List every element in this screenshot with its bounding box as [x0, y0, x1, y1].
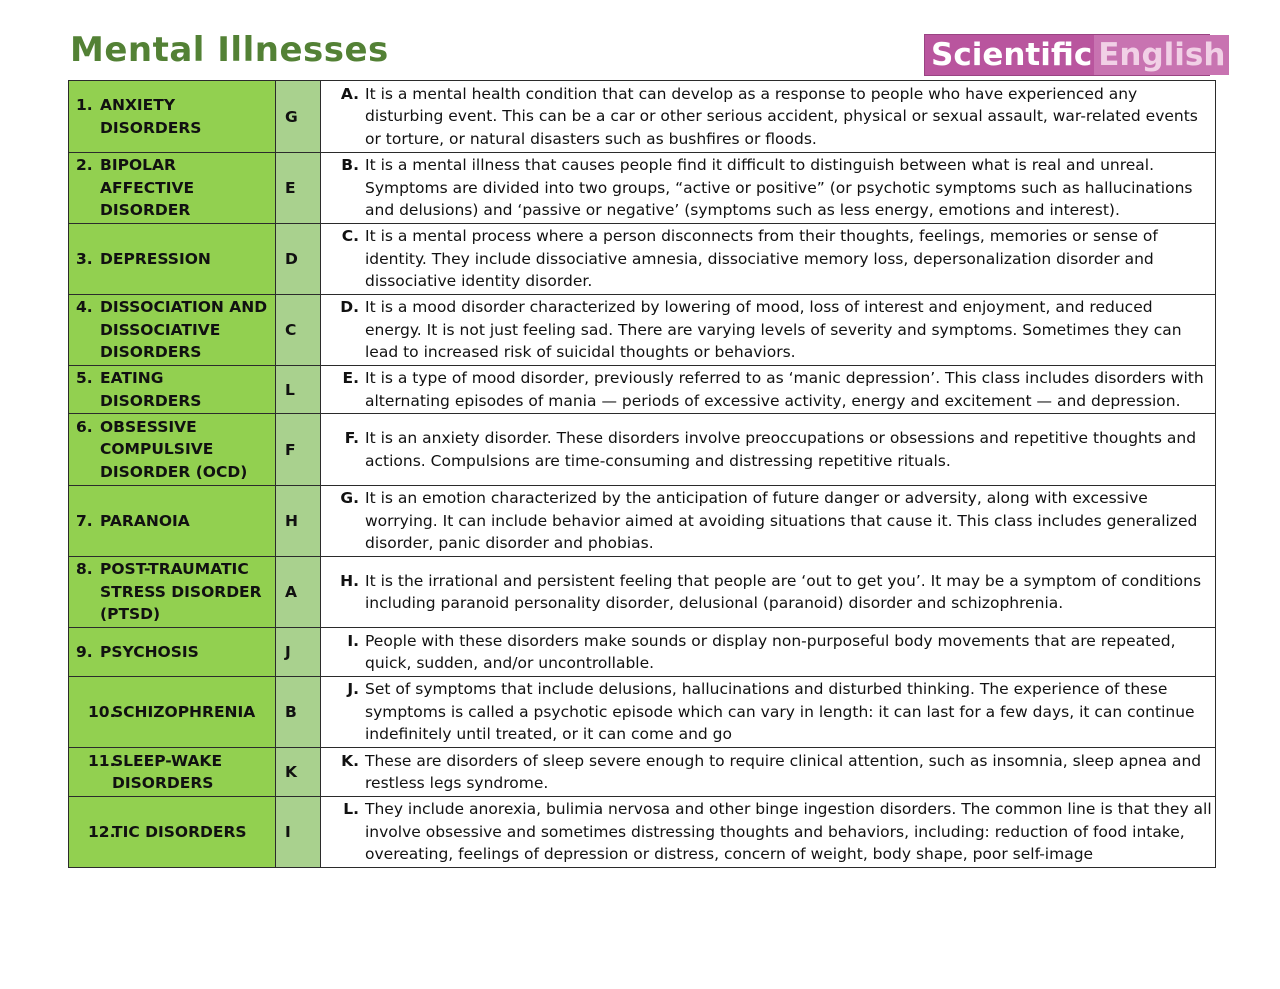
table-row [69, 677, 1216, 748]
term-cell [69, 366, 276, 414]
term-label: BIPOLAR AFFECTIVE DISORDER [100, 156, 195, 220]
term-number: 7. [76, 511, 93, 530]
definition-letter: B. [341, 156, 359, 175]
definition-letter: A. [340, 84, 359, 103]
answer-letter: B [285, 703, 297, 721]
term-number: 2. [76, 156, 93, 175]
definition-cell [321, 557, 1216, 628]
term-number: 4. [76, 298, 93, 317]
table-row [69, 153, 1216, 224]
answer-letter: C [285, 321, 297, 339]
definition-text: Set of symptoms that include delusions, hallucinations and disturbed thinking. The experience of these symptoms is called a psychotic episode which can vary in length: it can last for a few days, it can continue indefinitely until treated, or it can come and go [365, 680, 1195, 744]
term-label: PSYCHOSIS [100, 642, 199, 661]
definition-cell [321, 153, 1216, 224]
term-label: DISSOCIATION AND DISSOCIATIVE DISORDERS [100, 298, 268, 362]
definition-cell [321, 628, 1216, 677]
answer-letter: L [285, 380, 295, 399]
table-row [69, 414, 1216, 486]
term-cell [69, 295, 276, 366]
term-number: 5. [76, 369, 93, 387]
answer-cell[interactable] [276, 797, 321, 868]
definition-cell [321, 366, 1216, 414]
term-number: 6. [76, 417, 93, 436]
definition-text: People with these disorders make sounds or display non-purposeful body movements that are repeated, quick, sudden, and/or uncontrollable. [365, 631, 1176, 672]
answer-letter: E [285, 179, 296, 197]
definition-letter: I. [347, 631, 359, 650]
answer-letter: H [285, 512, 298, 530]
term-number: 9. [76, 642, 93, 661]
term-label: EATING DISORDERS [100, 369, 202, 410]
term-cell [69, 414, 276, 486]
answer-cell[interactable] [276, 366, 321, 414]
term-number: 3. [76, 249, 93, 268]
definition-text: It is a mental illness that causes people find it difficult to distinguish between what is real and unreal. Symptoms are divided into two groups, “active or positive” (or psychotic symptoms such as hallucinations and delusions) and ‘passive or negative’ (symptoms such as less energy, emotions and interest). [365, 156, 1193, 220]
definition-text: It is a mental process where a person disconnects from their thoughts, feelings, memories or sense of identity. They include dissociative amnesia, dissociative memory loss, depersonalization disorder and dissociative identity disorder. [365, 227, 1158, 291]
answer-cell[interactable] [276, 748, 321, 797]
definition-letter: D. [340, 298, 359, 317]
answer-letter: I [285, 823, 291, 841]
definition-text: It is an emotion characterized by the anticipation of future danger or adversity, along with excessive worrying. It can include behavior aimed at avoiding situations that cause it. This class includes generalized disorder, panic disorder and phobias. [365, 489, 1198, 553]
term-cell [69, 81, 276, 153]
definition-cell [321, 677, 1216, 748]
term-label: DEPRESSION [100, 249, 211, 268]
term-cell [69, 153, 276, 224]
definition-cell [321, 486, 1216, 557]
answer-cell[interactable] [276, 557, 321, 628]
definition-letter: J. [347, 680, 359, 699]
definition-cell [321, 224, 1216, 295]
scientific-english-logo [924, 34, 1226, 76]
term-number: 1. [76, 96, 93, 114]
logo-word-scientific: Scientific [931, 37, 1093, 73]
answer-cell[interactable] [276, 628, 321, 677]
table-row [69, 748, 1216, 797]
term-number: 8. [76, 560, 93, 579]
term-cell [69, 797, 276, 868]
page-title: Mental Illnesses [70, 30, 389, 70]
definition-cell [321, 748, 1216, 797]
definition-letter: C. [341, 227, 359, 246]
logo-word-english: English [1094, 35, 1229, 75]
matching-table-body [69, 81, 1216, 868]
definition-text: It is an anxiety disorder. These disorders involve preoccupations or obsessions and repetitive thoughts and actions. Compulsions are time-consuming and distressing repetitive rituals. [365, 429, 1197, 470]
answer-cell[interactable] [276, 81, 321, 153]
answer-letter: A [285, 583, 297, 601]
term-cell [69, 557, 276, 628]
definition-cell [321, 81, 1216, 153]
term-number: 10. [88, 702, 116, 721]
definition-text: These are disorders of sleep severe enough to require clinical attention, such as insomnia, sleep apnea and restless legs syndrome. [365, 751, 1202, 792]
answer-cell[interactable] [276, 153, 321, 224]
term-label: ANXIETY DISORDERS [100, 96, 202, 137]
table-row [69, 81, 1216, 153]
term-cell [69, 224, 276, 295]
definition-letter: H. [340, 571, 359, 590]
answer-cell[interactable] [276, 414, 321, 486]
term-label: SLEEP-WAKE DISORDERS [112, 751, 223, 792]
definition-cell [321, 295, 1216, 366]
term-number: 12. [88, 822, 116, 841]
definition-letter: E. [342, 369, 359, 387]
answer-cell[interactable] [276, 677, 321, 748]
answer-letter: J [285, 643, 291, 661]
definition-letter: K. [341, 751, 359, 770]
table-row [69, 295, 1216, 366]
term-label: SCHIZOPHRENIA [112, 702, 256, 721]
definition-text: It is the irrational and persistent feeling that people are ‘out to get you’. It may be a symptom of conditions including paranoid personality disorder, delusional (paranoid) disorder and schizophrenia. [365, 571, 1202, 612]
term-label: PARANOIA [100, 511, 190, 530]
answer-letter: D [285, 250, 298, 268]
term-number: 11. [88, 751, 116, 770]
definition-text: They include anorexia, bulimia nervosa and other binge ingestion disorders. The common line is that they all involve obsessive and sometimes distressing thoughts and behaviors, including: reduction of food intake, overeating, feelings of depression or distress, concern of weight, body shape, poor self-image [365, 800, 1212, 864]
term-cell [69, 628, 276, 677]
table-row [69, 486, 1216, 557]
definition-letter: F. [344, 429, 359, 447]
definition-cell [321, 797, 1216, 868]
term-cell [69, 486, 276, 557]
answer-cell[interactable] [276, 224, 321, 295]
table-row [69, 224, 1216, 295]
term-cell [69, 748, 276, 797]
definition-text: It is a type of mood disorder, previously referred to as ‘manic depression’. This class includes disorders with alternating episodes of mania — periods of excessive activity, energy and excitement — and depression. [365, 369, 1204, 410]
table-row [69, 628, 1216, 677]
term-label: POST-TRAUMATIC STRESS DISORDER (PTSD) [100, 560, 262, 624]
term-label: OBSESSIVE COMPULSIVE DISORDER (OCD) [100, 417, 248, 481]
definition-letter: G. [340, 489, 359, 508]
term-label: TIC DISORDERS [112, 822, 247, 841]
answer-cell[interactable] [276, 486, 321, 557]
answer-letter: G [285, 107, 298, 126]
table-row [69, 797, 1216, 868]
term-cell [69, 677, 276, 748]
table-row [69, 366, 1216, 414]
definition-text: It is a mental health condition that can develop as a response to people who have experienced any disturbing event. This can be a car or other serious accident, physical or sexual assault, war-related events or torture, or natural disasters such as bushfires or floods. [365, 84, 1198, 148]
table-row [69, 557, 1216, 628]
matching-table [68, 80, 1216, 868]
answer-cell[interactable] [276, 295, 321, 366]
definition-cell [321, 414, 1216, 486]
definition-letter: L. [343, 800, 359, 819]
definition-text: It is a mood disorder characterized by lowering of mood, loss of interest and enjoyment, and reduced energy. It is not just feeling sad. There are varying levels of severity and symptoms. Sometimes they can lead to increased risk of suicidal thoughts or behaviors. [365, 298, 1182, 362]
answer-letter: F [285, 440, 296, 459]
answer-letter: K [285, 763, 298, 781]
